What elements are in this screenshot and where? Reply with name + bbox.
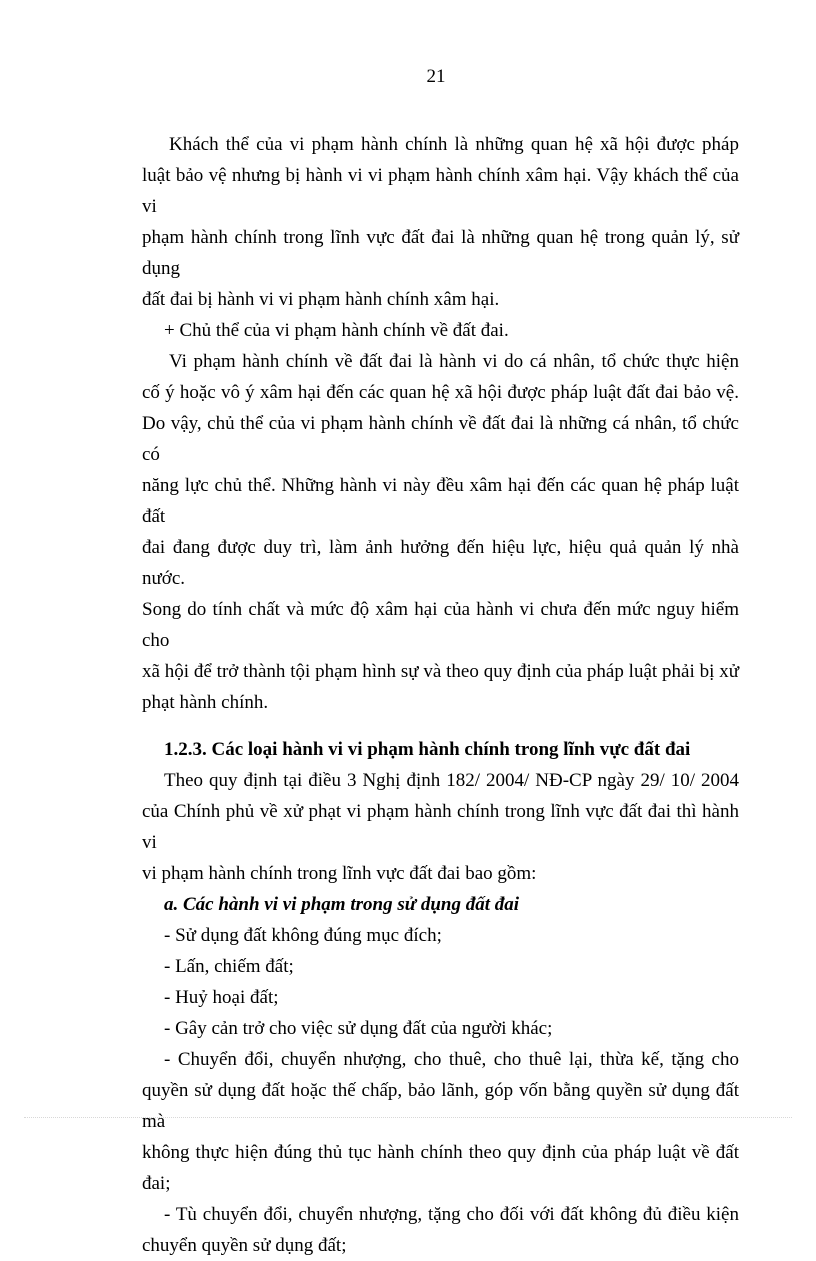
document-body [142, 129, 739, 1261]
paragraph-line: của Chính phủ về xử phạt vi phạm hành chính trong lĩnh vực đất đai thì hành vi [142, 801, 739, 853]
list-item: - Chuyển đổi, chuyển nhượng, cho thuê, cho thuê lại, thừa kế, tặng cho [164, 1049, 739, 1070]
list-item: - Huỷ hoại đất; [164, 987, 279, 1008]
paragraph-line: vi phạm hành chính trong lĩnh vực đất đai bao gồm: [142, 863, 537, 884]
paragraph-line: Do vậy, chủ thể của vi phạm hành chính về đất đai là những cá nhân, tổ chức có [142, 413, 739, 465]
list-item: - Gây cản trở cho việc sử dụng đất của người khác; [164, 1018, 553, 1039]
page-bottom-divider [24, 1117, 792, 1118]
list-item: - Lấn, chiếm đất; [164, 956, 294, 977]
list-item-line: không thực hiện đúng thủ tục hành chính theo quy định của pháp luật về đất đai; [142, 1142, 739, 1194]
paragraph-line: Khách thể của vi phạm hành chính là những quan hệ xã hội được pháp [169, 134, 739, 155]
paragraph-line: luật bảo vệ nhưng bị hành vi vi phạm hành chính xâm hại. Vậy khách thể của vi [142, 165, 739, 217]
paragraph-line: Theo quy định tại điều 3 Nghị định 182/ 2004/ NĐ-CP ngày 29/ 10/ 2004 [164, 770, 739, 791]
page-number: 21 [426, 66, 446, 87]
paragraph-line: cố ý hoặc vô ý xâm hại đến các quan hệ xã hội được pháp luật đất đai bảo vệ. [142, 382, 739, 403]
section-heading: 1.2.3. Các loại hành vi vi phạm hành chính trong lĩnh vực đất đai [164, 739, 691, 760]
list-item-line: chuyển quyền sử dụng đất; [142, 1235, 347, 1256]
paragraph-line: xã hội để trở thành tội phạm hình sự và theo quy định của pháp luật phải bị xử [142, 661, 739, 682]
paragraph-line: Vi phạm hành chính về đất đai là hành vi do cá nhân, tổ chức thực hiện [169, 351, 739, 372]
paragraph-line: đai đang được duy trì, làm ảnh hưởng đến hiệu lực, hiệu quả quản lý nhà nước. [142, 537, 739, 589]
subsection-heading: a. Các hành vi vi phạm trong sử dụng đất đai [164, 894, 520, 915]
paragraph-line: đất đai bị hành vi vi phạm hành chính xâm hại. [142, 289, 500, 310]
paragraph-line: phạm hành chính trong lĩnh vực đất đai là những quan hệ trong quản lý, sử dụng [142, 227, 739, 279]
list-item: - Sử dụng đất không đúng mục đích; [164, 925, 442, 946]
paragraph-line: năng lực chủ thể. Những hành vi này đều xâm hại đến các quan hệ pháp luật đất [142, 475, 739, 527]
paragraph-line: phạt hành chính. [142, 692, 269, 713]
list-item-line: quyền sử dụng đất hoặc thế chấp, bảo lãnh, góp vốn bằng quyền sử dụng đất mà [142, 1080, 739, 1132]
paragraph-line: + Chủ thể của vi phạm hành chính về đất đai. [164, 320, 509, 341]
paragraph-line: Song do tính chất và mức độ xâm hại của hành vi chưa đến mức nguy hiểm cho [142, 599, 739, 651]
list-item: - Tù chuyển đổi, chuyển nhượng, tặng cho đối với đất không đủ điều kiện [164, 1204, 739, 1225]
